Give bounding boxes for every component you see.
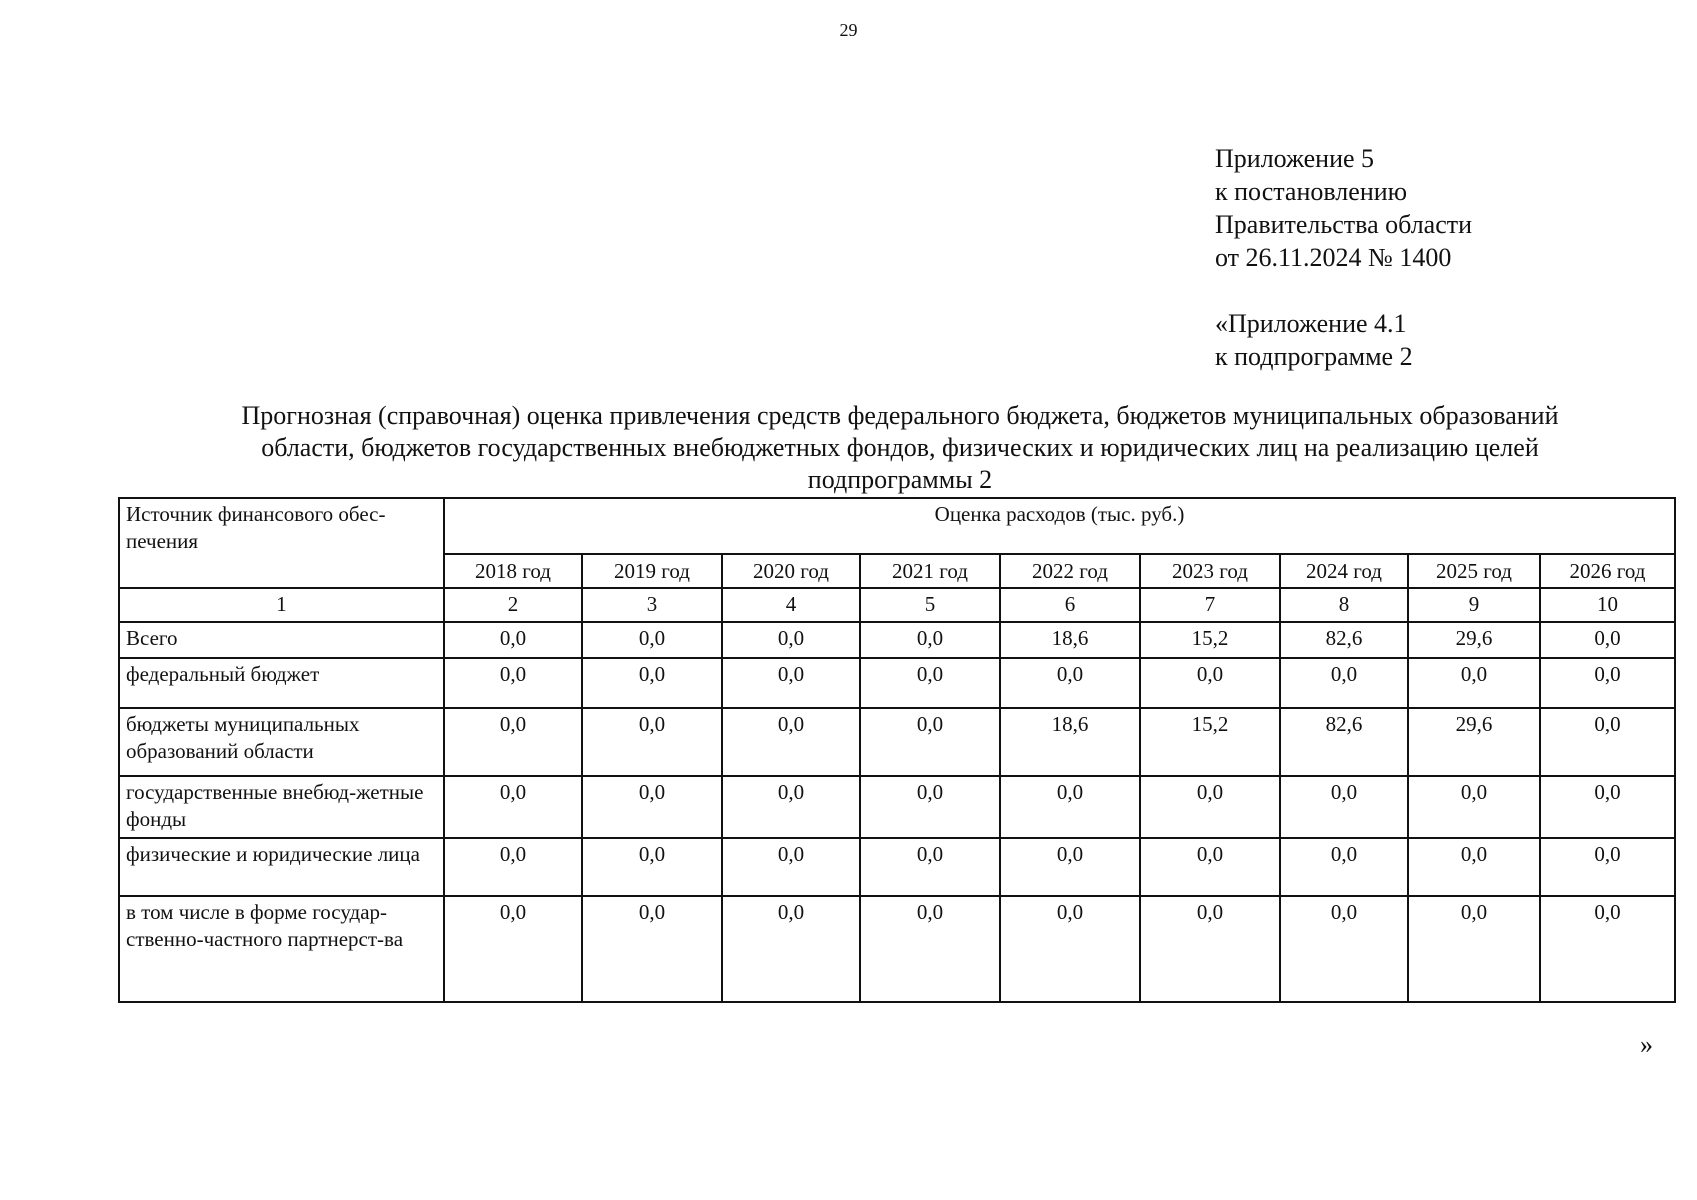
year-header: 2023 год bbox=[1140, 554, 1280, 588]
column-number: 7 bbox=[1140, 588, 1280, 622]
value-cell: 15,2 bbox=[1140, 708, 1280, 776]
title-line: подпрограммы 2 bbox=[807, 465, 993, 494]
value-cell: 0,0 bbox=[860, 708, 1000, 776]
row-label: физические и юридические лица bbox=[119, 838, 444, 896]
value-cell: 0,0 bbox=[444, 838, 582, 896]
value-cell: 18,6 bbox=[1000, 622, 1140, 658]
value-cell: 0,0 bbox=[582, 896, 722, 1002]
table-row bbox=[119, 896, 1675, 1002]
value-cell: 0,0 bbox=[1000, 658, 1140, 708]
column-number: 5 bbox=[860, 588, 1000, 622]
column-number: 3 bbox=[582, 588, 722, 622]
year-header: 2018 год bbox=[444, 554, 582, 588]
value-cell: 0,0 bbox=[1408, 896, 1540, 1002]
table-body bbox=[119, 498, 1675, 1002]
value-cell: 0,0 bbox=[722, 838, 860, 896]
row-label: бюджеты муниципальных образований области bbox=[119, 708, 444, 776]
table-row bbox=[119, 776, 1675, 838]
value-cell: 0,0 bbox=[1140, 896, 1280, 1002]
value-cell: 29,6 bbox=[1408, 622, 1540, 658]
funding-table bbox=[118, 497, 1676, 1003]
column-numbers-row bbox=[119, 588, 1675, 622]
title-line: Прогнозная (справочная) оценка привлечения средств федерального бюджета, бюджетов муниципальных образований bbox=[241, 401, 1559, 430]
value-cell: 0,0 bbox=[1540, 896, 1675, 1002]
column-number: 9 bbox=[1408, 588, 1540, 622]
value-cell: 0,0 bbox=[1000, 776, 1140, 838]
closing-quote: » bbox=[1640, 1030, 1653, 1059]
value-cell: 29,6 bbox=[1408, 708, 1540, 776]
row-label: государственные внебюд-жетные фонды bbox=[119, 776, 444, 838]
year-header: 2019 год bbox=[582, 554, 722, 588]
value-cell: 0,0 bbox=[1280, 658, 1408, 708]
appendix-line: Правительства области bbox=[1215, 210, 1473, 239]
value-cell: 15,2 bbox=[1140, 622, 1280, 658]
value-cell: 0,0 bbox=[1408, 838, 1540, 896]
value-cell: 0,0 bbox=[582, 658, 722, 708]
title-line: области, бюджетов государственных внебюджетных фондов, физических и юридических лиц на реализацию целей bbox=[261, 433, 1539, 462]
value-cell: 0,0 bbox=[860, 622, 1000, 658]
appendix-line: к постановлению bbox=[1215, 177, 1408, 206]
value-cell: 0,0 bbox=[722, 776, 860, 838]
value-cell: 18,6 bbox=[1000, 708, 1140, 776]
document-title bbox=[150, 400, 1650, 496]
value-cell: 0,0 bbox=[860, 896, 1000, 1002]
column-number: 1 bbox=[119, 588, 444, 622]
table-row bbox=[119, 838, 1675, 896]
row-label: Всего bbox=[119, 622, 444, 658]
value-cell: 0,0 bbox=[1000, 838, 1140, 896]
value-cell: 0,0 bbox=[582, 838, 722, 896]
appendix-subline: к подпрограмме 2 bbox=[1215, 342, 1413, 371]
value-cell: 0,0 bbox=[1408, 658, 1540, 708]
value-cell: 0,0 bbox=[722, 896, 860, 1002]
value-cell: 0,0 bbox=[860, 658, 1000, 708]
value-cell: 0,0 bbox=[1540, 622, 1675, 658]
row-label: федеральный бюджет bbox=[119, 658, 444, 708]
column-number: 10 bbox=[1540, 588, 1675, 622]
value-cell: 0,0 bbox=[860, 776, 1000, 838]
table-row bbox=[119, 658, 1675, 708]
row-label: в том числе в форме государ-ственно-частного партнерст-ва bbox=[119, 896, 444, 1002]
value-cell: 0,0 bbox=[1140, 658, 1280, 708]
value-cell: 0,0 bbox=[1540, 776, 1675, 838]
value-cell: 0,0 bbox=[1280, 776, 1408, 838]
value-cell: 82,6 bbox=[1280, 622, 1408, 658]
value-cell: 0,0 bbox=[444, 658, 582, 708]
estimate-header: Оценка расходов (тыс. руб.) bbox=[444, 498, 1675, 554]
appendix-subline: «Приложение 4.1 bbox=[1215, 309, 1407, 338]
value-cell: 0,0 bbox=[1280, 838, 1408, 896]
column-number: 6 bbox=[1000, 588, 1140, 622]
header-row bbox=[119, 498, 1675, 554]
year-header: 2026 год bbox=[1540, 554, 1675, 588]
value-cell: 0,0 bbox=[582, 708, 722, 776]
appendix-reference bbox=[1215, 142, 1472, 373]
year-header: 2024 год bbox=[1280, 554, 1408, 588]
page-number: 29 bbox=[839, 20, 858, 40]
value-cell: 0,0 bbox=[1140, 776, 1280, 838]
year-header: 2022 год bbox=[1000, 554, 1140, 588]
value-cell: 0,0 bbox=[444, 708, 582, 776]
appendix-line: от 26.11.2024 № 1400 bbox=[1215, 243, 1452, 272]
value-cell: 0,0 bbox=[1140, 838, 1280, 896]
year-header: 2020 год bbox=[722, 554, 860, 588]
table-row bbox=[119, 708, 1675, 776]
value-cell: 0,0 bbox=[1540, 708, 1675, 776]
value-cell: 0,0 bbox=[1540, 838, 1675, 896]
appendix-line: Приложение 5 bbox=[1215, 144, 1375, 173]
value-cell: 82,6 bbox=[1280, 708, 1408, 776]
value-cell: 0,0 bbox=[860, 838, 1000, 896]
value-cell: 0,0 bbox=[444, 622, 582, 658]
value-cell: 0,0 bbox=[582, 622, 722, 658]
value-cell: 0,0 bbox=[444, 896, 582, 1002]
value-cell: 0,0 bbox=[722, 622, 860, 658]
year-header: 2021 год bbox=[860, 554, 1000, 588]
column-number: 2 bbox=[444, 588, 582, 622]
column-number: 8 bbox=[1280, 588, 1408, 622]
appendix-gap bbox=[1215, 274, 1472, 307]
column-number: 4 bbox=[722, 588, 860, 622]
table-row bbox=[119, 622, 1675, 658]
value-cell: 0,0 bbox=[582, 776, 722, 838]
source-header: Источник финансового обес-печения bbox=[119, 498, 444, 588]
value-cell: 0,0 bbox=[1540, 658, 1675, 708]
value-cell: 0,0 bbox=[444, 776, 582, 838]
year-header: 2025 год bbox=[1408, 554, 1540, 588]
value-cell: 0,0 bbox=[722, 658, 860, 708]
value-cell: 0,0 bbox=[722, 708, 860, 776]
value-cell: 0,0 bbox=[1408, 776, 1540, 838]
value-cell: 0,0 bbox=[1280, 896, 1408, 1002]
value-cell: 0,0 bbox=[1000, 896, 1140, 1002]
